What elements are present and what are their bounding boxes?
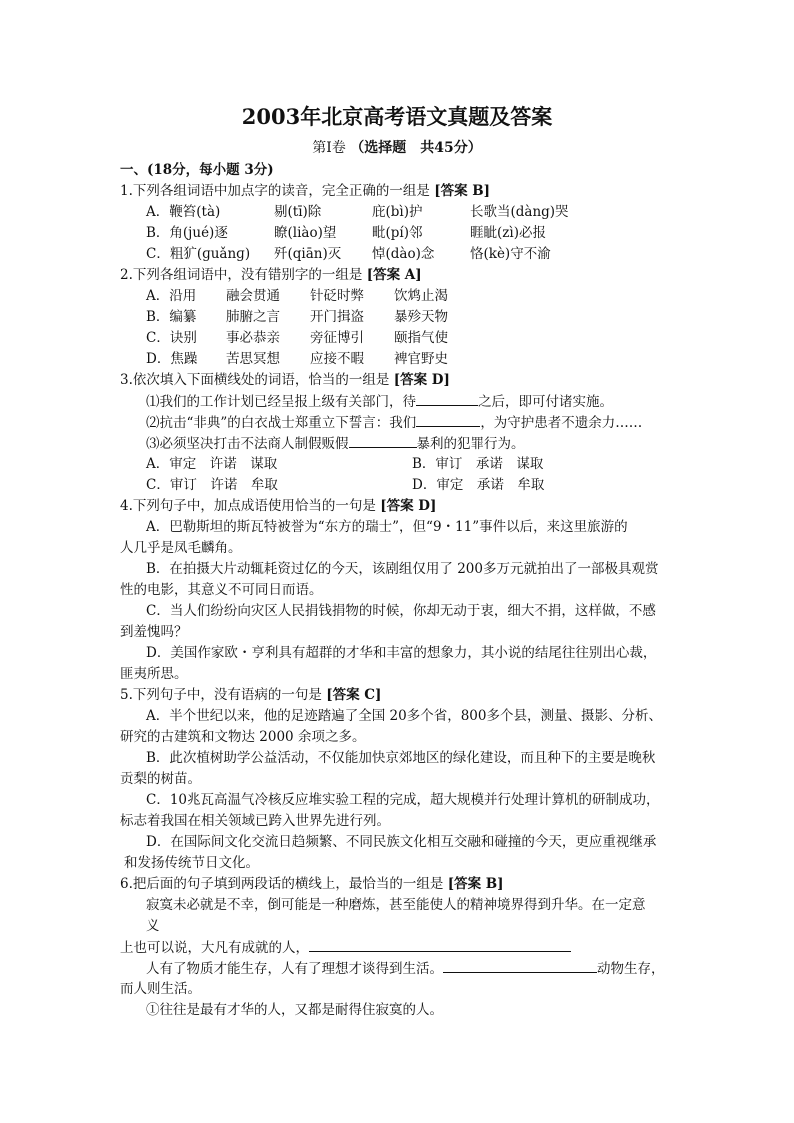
q2-c-1: C．诀别 [146, 330, 197, 346]
q2-c-3: 旁征博引 [310, 330, 364, 346]
q3-option-d: D．审定 承诺 牟取 [412, 477, 545, 493]
q1-a-2: 剔(tī)除 [274, 204, 322, 220]
q3-s3-before: ⑶必须坚决打击不法商人制假贩假 [146, 436, 349, 452]
q4-option-c-line1: C．当人们纷纷向灾区人民捐钱捐物的时候，你却无动于衷，细大不捐，这样做，不感 [146, 603, 656, 619]
document-title: 2003年北京高考语文真题及答案 [241, 104, 553, 129]
question-5-answer: [答案 C] [326, 687, 382, 703]
q1-c-3: 悼(dào)念 [372, 246, 435, 262]
q3-blank-1 [416, 391, 478, 406]
q3-s1-after: 之后，即可付诸实施。 [478, 394, 613, 410]
q6-blank-1 [309, 937, 571, 952]
question-2-answer: [答案 A] [366, 267, 422, 283]
q1-a-3: 庇(bì)护 [372, 204, 423, 220]
q6-para2-text: 人有了物质才能生存，人有了理想才谈得到生活。 [146, 961, 443, 977]
q2-b-2: 肺腑之言 [226, 309, 280, 325]
q1-a-1: A．鞭笞(tà) [146, 204, 221, 220]
question-4-answer: [答案 D] [380, 498, 437, 514]
q3-blank-3 [349, 433, 417, 448]
q5-option-d-line2: 和发扬传统节日文化。 [124, 855, 259, 871]
q6-para1-line3 [120, 937, 571, 958]
q6-blank-2 [443, 958, 597, 973]
q5-option-a-line1: A．半个世纪以来，他的足迹踏遍了全国 20多个省，800多个县，测量、摄影、分析、 [146, 708, 662, 724]
q3-s3-after: 暴利的犯罪行为。 [416, 436, 525, 452]
q4-option-b-line1: B．在拍摄大片动辄耗资过亿的今天，该剧组仅用了 200多万元就拍出了一部极具观赏 [146, 561, 659, 577]
q2-a-1: A．沿用 [146, 288, 197, 304]
q1-b-3: 毗(pí)邻 [372, 225, 423, 241]
question-3-text: 3.依次填入下面横线处的词语，恰当的一组是 [120, 372, 390, 388]
q1-c-2: 歼(qiān)灭 [274, 246, 342, 262]
question-1-text: 1.下列各组词语中加点字的读音，完全正确的一组是 [120, 183, 430, 199]
part-detail: （选择题 共45分） [350, 140, 482, 156]
q2-a-4: 饮鸩止渴 [394, 288, 448, 304]
q1-b-2: 瞭(liào)望 [274, 225, 337, 241]
question-6-stem [120, 874, 504, 894]
question-2-text: 2.下列各组词语中，没有错别字的一组是 [120, 267, 363, 283]
q2-b-4: 暴殄天物 [394, 309, 448, 325]
question-6-text: 6.把后面的句子填到两段话的横线上，最恰当的一组是 [120, 876, 444, 892]
q5-option-a-line2: 研究的古建筑和文物达 2000 余项之多。 [120, 729, 366, 745]
q5-option-b-line1: B．此次植树助学公益活动，不仅能加快京郊地区的绿化建设，而且种下的主要是晚秋 [146, 750, 656, 766]
q1-b-1: B．角(jué)逐 [146, 225, 228, 241]
q2-d-1: D．焦躁 [146, 351, 198, 367]
q2-d-4: 裨官野史 [394, 351, 448, 367]
question-3-answer: [答案 D] [393, 372, 450, 388]
q4-option-d-line2: 匪夷所思。 [120, 666, 188, 682]
q1-c-4: 恪(kè)守不渝 [470, 246, 551, 262]
q3-sentence-2 [146, 412, 642, 433]
q2-d-2: 苦思冥想 [226, 351, 280, 367]
q6-para1-line1: 寂寞未必就是不幸，倒可能是一种磨炼，甚至能使人的精神境界得到升华。在一定意 [146, 897, 646, 913]
q3-option-a: A．审定 许诺 谋取 [146, 456, 278, 472]
q3-option-c: C．审订 许诺 牟取 [146, 477, 278, 493]
q2-a-2: 融会贯通 [226, 288, 280, 304]
question-2-stem [120, 265, 422, 285]
q4-option-c-line2: 到羞愧吗？ [120, 624, 188, 640]
q3-s2-after: ，为守护患者不遗余力…… [480, 415, 643, 431]
q6-para1-line2: 义 [146, 918, 160, 934]
q6-para2-line1 [146, 958, 665, 979]
question-5-text: 5.下列句子中，没有语病的一句是 [120, 687, 322, 703]
q3-sentence-3 [146, 433, 525, 454]
q5-option-c-line1: C．10兆瓦高温气冷核反应堆实验工程的完成，超大规模并行处理计算机的研制成功， [146, 792, 660, 808]
q3-sentence-1 [146, 391, 613, 412]
section-heading [0, 139, 794, 157]
question-1-stem [120, 181, 490, 201]
q5-option-d-line1: D．在国际间文化交流日趋频繁、不同民族文化相互交融和碰撞的今天，更应重视继承 [146, 834, 657, 850]
section-one-heading: 一、(18分，每小题 3分) [120, 162, 274, 178]
question-4-text: 4.下列句子中，加点成语使用恰当的一句是 [120, 498, 376, 514]
q4-option-d-line1: D．美国作家欧・亨利具有超群的才华和丰富的想象力，其小说的结尾往往别出心裁， [146, 645, 657, 661]
question-3-stem [120, 370, 450, 390]
question-4-stem [120, 496, 436, 516]
q5-option-c-line2: 标志着我国在相关领域已跨入世界先进行列。 [120, 813, 390, 829]
q3-option-b: B．审订 承诺 谋取 [412, 456, 544, 472]
q2-d-3: 应接不暇 [310, 351, 364, 367]
q4-option-b-line2: 性的电影，其意义不可同日而语。 [120, 582, 323, 598]
q1-b-4: 睚眦(zì)必报 [470, 225, 546, 241]
q2-a-3: 针砭时弊 [310, 288, 364, 304]
q4-option-a-line1: A．巴勒斯坦的斯瓦特被誉为“东方的瑞士”，但“9・11”事件以后，来这里旅游的 [146, 519, 628, 535]
q5-option-b-line2: 贡梨的树苗。 [120, 771, 201, 787]
q1-c-1: C．粗犷(ɡuǎnɡ) [146, 246, 251, 262]
question-6-answer: [答案 B] [447, 876, 504, 892]
q2-c-4: 颐指气使 [394, 330, 448, 346]
q3-s1-before: ⑴我们的工作计划已经呈报上级有关部门，待 [146, 394, 416, 410]
q3-blank-2 [416, 412, 480, 427]
question-5-stem [120, 685, 381, 705]
q6-para2-after: 动物生存， [597, 961, 665, 977]
q2-b-1: B．编纂 [146, 309, 197, 325]
question-1-answer: [答案 B] [434, 183, 491, 199]
q2-b-3: 开门揖盗 [310, 309, 364, 325]
q2-c-2: 事必恭亲 [226, 330, 280, 346]
q4-option-a-line2: 人几乎是凤毛麟角。 [120, 540, 242, 556]
part-label: 第Ⅰ卷 [312, 140, 346, 156]
q3-s2-before: ⑵抗击“非典”的白衣战士郑重立下誓言：我们 [146, 415, 417, 431]
q1-a-4: 长歌当(dàng)哭 [470, 204, 569, 220]
q6-option-1: ①往往是最有才华的人，又都是耐得住寂寞的人。 [146, 1002, 443, 1018]
q6-para1-text: 上也可以说，大凡有成就的人， [120, 940, 309, 956]
q6-para2-line2: 而人则生活。 [120, 981, 201, 997]
